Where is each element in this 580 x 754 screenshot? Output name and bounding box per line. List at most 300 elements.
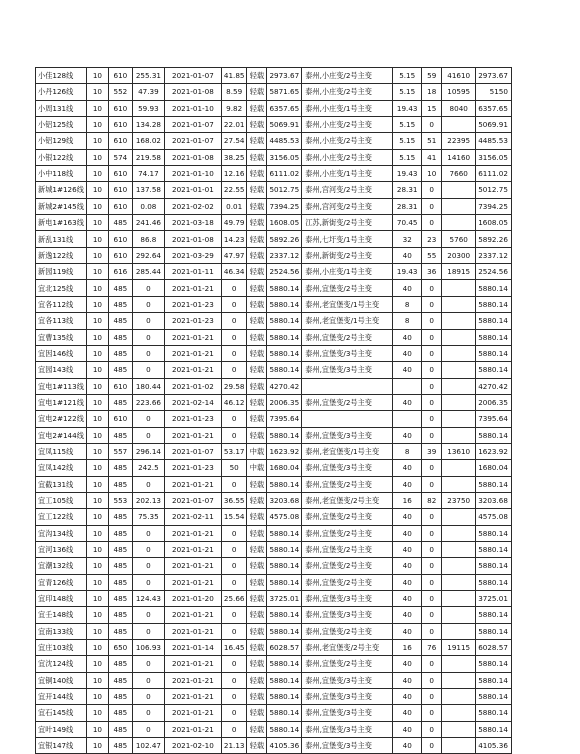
cell-available: 5880.14 (476, 362, 512, 378)
cell-transformer-load: 70.45 (393, 215, 422, 231)
cell-max-current: 0 (132, 607, 164, 623)
cell-load-status: 轻载 (247, 264, 267, 280)
cell-max-current: 0 (132, 313, 164, 329)
cell-load-rate: 0 (221, 525, 247, 541)
cell-load-rate: 0 (221, 558, 247, 574)
cell-load-status: 轻载 (247, 166, 267, 182)
cell-rated-current: 610 (108, 411, 132, 427)
cell-substation-transformer: 泰州,宜堡变/2号主变 (302, 656, 393, 672)
cell-max-current: 86.8 (132, 231, 164, 247)
cell-remaining-capacity: 5880.14 (267, 525, 302, 541)
table-row (36, 133, 512, 149)
cell-transformer-load: 19.43 (393, 264, 422, 280)
cell-rated-current: 574 (108, 149, 132, 165)
cell-substation-transformer: 泰州,老宜堡变/1号主变 (302, 443, 393, 459)
cell-max-current: 134.28 (132, 117, 164, 133)
cell-date: 2021-02-11 (164, 509, 221, 525)
cell-available: 5892.26 (476, 231, 512, 247)
cell-available: 6357.65 (476, 100, 512, 116)
cell-line-name: 宜各112线 (36, 296, 87, 312)
cell-count: 0 (422, 427, 442, 443)
cell-load-rate: 21.13 (221, 738, 247, 754)
cell-date: 2021-01-21 (164, 345, 221, 361)
cell-load-status: 轻载 (247, 280, 267, 296)
cell-voltage: 10 (86, 100, 108, 116)
cell-line-name: 宜因146线 (36, 345, 87, 361)
cell-capacity (442, 509, 476, 525)
cell-count: 23 (422, 231, 442, 247)
cell-capacity: 20300 (442, 247, 476, 263)
cell-rated-current: 610 (108, 68, 132, 84)
cell-line-name: 宜壬148线 (36, 607, 87, 623)
cell-load-rate: 14.23 (221, 231, 247, 247)
cell-capacity (442, 525, 476, 541)
cell-load-status: 轻载 (247, 427, 267, 443)
cell-voltage: 10 (86, 362, 108, 378)
cell-remaining-capacity: 3725.01 (267, 591, 302, 607)
cell-line-name: 新乱131线 (36, 231, 87, 247)
cell-line-name: 小银122线 (36, 149, 87, 165)
cell-line-name: 宜凤115线 (36, 443, 87, 459)
cell-load-status: 轻载 (247, 656, 267, 672)
cell-capacity (442, 689, 476, 705)
cell-remaining-capacity: 3156.05 (267, 149, 302, 165)
cell-transformer-load: 40 (393, 689, 422, 705)
cell-max-current: 255.31 (132, 68, 164, 84)
cell-line-name: 宜河136线 (36, 541, 87, 557)
cell-capacity (442, 362, 476, 378)
cell-count: 0 (422, 705, 442, 721)
cell-load-status: 轻载 (247, 509, 267, 525)
table-row (36, 509, 512, 525)
cell-date: 2021-01-21 (164, 476, 221, 492)
cell-voltage: 10 (86, 166, 108, 182)
cell-date: 2021-03-18 (164, 215, 221, 231)
cell-available: 5880.14 (476, 656, 512, 672)
cell-transformer-load: 16 (393, 492, 422, 508)
cell-capacity (442, 117, 476, 133)
table-row (36, 231, 512, 247)
cell-count: 59 (422, 68, 442, 84)
cell-available: 5880.14 (476, 558, 512, 574)
table-row (36, 182, 512, 198)
cell-capacity (442, 476, 476, 492)
cell-remaining-capacity: 5880.14 (267, 280, 302, 296)
table-row (36, 378, 512, 394)
cell-voltage: 10 (86, 84, 108, 100)
cell-load-status: 轻载 (247, 247, 267, 263)
cell-line-name: 小周131线 (36, 100, 87, 116)
cell-rated-current: 616 (108, 264, 132, 280)
cell-load-status: 轻载 (247, 591, 267, 607)
cell-date: 2021-02-02 (164, 198, 221, 214)
cell-max-current: 0 (132, 721, 164, 737)
cell-substation-transformer: 泰州,宜堡变/2号主变 (302, 574, 393, 590)
cell-available: 5880.14 (476, 427, 512, 443)
cell-rated-current: 485 (108, 427, 132, 443)
table-row (36, 68, 512, 84)
cell-count: 55 (422, 247, 442, 263)
cell-load-rate: 50 (221, 460, 247, 476)
cell-load-rate: 0 (221, 329, 247, 345)
cell-remaining-capacity: 5012.75 (267, 182, 302, 198)
cell-transformer-load (393, 411, 422, 427)
cell-capacity (442, 296, 476, 312)
cell-voltage: 10 (86, 443, 108, 459)
cell-substation-transformer: 泰州,宜堡变/2号主变 (302, 525, 393, 541)
cell-remaining-capacity: 2524.56 (267, 264, 302, 280)
cell-capacity (442, 623, 476, 639)
cell-capacity (442, 738, 476, 754)
cell-load-rate: 0 (221, 607, 247, 623)
cell-available: 5880.14 (476, 705, 512, 721)
cell-remaining-capacity: 5880.14 (267, 574, 302, 590)
cell-voltage: 10 (86, 541, 108, 557)
cell-load-status: 轻载 (247, 198, 267, 214)
cell-load-status: 轻载 (247, 100, 267, 116)
cell-date: 2021-01-02 (164, 378, 221, 394)
cell-date: 2021-01-21 (164, 362, 221, 378)
cell-line-name: 宜电2#144线 (36, 427, 87, 443)
cell-count: 0 (422, 117, 442, 133)
cell-count: 0 (422, 509, 442, 525)
cell-capacity: 13610 (442, 443, 476, 459)
cell-substation-transformer: 江苏,新街变/2号主变 (302, 215, 393, 231)
cell-capacity (442, 215, 476, 231)
cell-load-status: 轻载 (247, 640, 267, 656)
cell-date: 2021-01-21 (164, 672, 221, 688)
cell-load-rate: 22.55 (221, 182, 247, 198)
cell-load-rate: 0 (221, 411, 247, 427)
cell-capacity (442, 280, 476, 296)
cell-remaining-capacity: 5871.65 (267, 84, 302, 100)
cell-voltage: 10 (86, 558, 108, 574)
cell-capacity (442, 427, 476, 443)
cell-transformer-load: 19.43 (393, 166, 422, 182)
cell-substation-transformer: 泰州,小庄变/2号主变 (302, 149, 393, 165)
cell-count: 18 (422, 84, 442, 100)
cell-transformer-load: 8 (393, 296, 422, 312)
cell-voltage: 10 (86, 656, 108, 672)
cell-line-name: 宜潮132线 (36, 558, 87, 574)
table-row (36, 296, 512, 312)
cell-count: 0 (422, 574, 442, 590)
cell-load-rate: 22.01 (221, 117, 247, 133)
cell-capacity (442, 656, 476, 672)
cell-remaining-capacity: 5892.26 (267, 231, 302, 247)
table-row (36, 476, 512, 492)
table-row (36, 329, 512, 345)
cell-count: 0 (422, 362, 442, 378)
cell-date: 2021-01-07 (164, 68, 221, 84)
cell-count: 76 (422, 640, 442, 656)
cell-load-rate: 0 (221, 689, 247, 705)
cell-line-name: 小佳128线 (36, 68, 87, 84)
cell-remaining-capacity: 5880.14 (267, 558, 302, 574)
cell-max-current: 0 (132, 541, 164, 557)
cell-available: 4485.53 (476, 133, 512, 149)
cell-substation-transformer: 泰州,七圩变/1号主变 (302, 231, 393, 247)
cell-max-current: 168.02 (132, 133, 164, 149)
cell-voltage: 10 (86, 607, 108, 623)
cell-remaining-capacity: 5880.14 (267, 607, 302, 623)
cell-substation-transformer: 泰州,宜堡变/3号主变 (302, 607, 393, 623)
cell-voltage: 10 (86, 672, 108, 688)
cell-remaining-capacity: 6028.57 (267, 640, 302, 656)
cell-remaining-capacity: 5880.14 (267, 672, 302, 688)
cell-remaining-capacity: 4485.53 (267, 133, 302, 149)
cell-date: 2021-03-29 (164, 247, 221, 263)
cell-line-name: 宜截131线 (36, 476, 87, 492)
cell-transformer-load: 40 (393, 280, 422, 296)
cell-substation-transformer: 泰州,老宜堡变/1号主变 (302, 296, 393, 312)
cell-substation-transformer: 泰州,老宜堡变/1号主变 (302, 313, 393, 329)
cell-available: 4270.42 (476, 378, 512, 394)
cell-remaining-capacity: 5880.14 (267, 541, 302, 557)
table-row (36, 411, 512, 427)
cell-substation-transformer: 泰州,宜堡变/2号主变 (302, 509, 393, 525)
cell-count: 0 (422, 329, 442, 345)
cell-max-current: 223.66 (132, 394, 164, 410)
cell-load-status: 轻载 (247, 476, 267, 492)
cell-date: 2021-01-08 (164, 231, 221, 247)
cell-load-status: 轻载 (247, 492, 267, 508)
cell-date: 2021-01-21 (164, 574, 221, 590)
cell-rated-current: 485 (108, 705, 132, 721)
cell-transformer-load: 40 (393, 656, 422, 672)
cell-voltage: 10 (86, 68, 108, 84)
cell-capacity (442, 411, 476, 427)
cell-substation-transformer: 泰州,宜堡变/3号主变 (302, 705, 393, 721)
cell-capacity (442, 394, 476, 410)
cell-substation-transformer: 泰州,小庄变/2号主变 (302, 84, 393, 100)
cell-date: 2021-01-21 (164, 329, 221, 345)
cell-load-status: 轻载 (247, 231, 267, 247)
cell-load-status: 轻载 (247, 411, 267, 427)
cell-remaining-capacity: 5880.14 (267, 427, 302, 443)
table-row (36, 492, 512, 508)
cell-voltage: 10 (86, 117, 108, 133)
table-row (36, 198, 512, 214)
cell-load-status: 轻载 (247, 607, 267, 623)
cell-line-name: 宜庄103线 (36, 640, 87, 656)
cell-transformer-load: 40 (393, 460, 422, 476)
cell-rated-current: 610 (108, 133, 132, 149)
cell-load-rate: 0 (221, 476, 247, 492)
cell-load-rate: 16.45 (221, 640, 247, 656)
cell-remaining-capacity: 5880.14 (267, 345, 302, 361)
table-row (36, 443, 512, 459)
cell-capacity: 10595 (442, 84, 476, 100)
cell-capacity (442, 607, 476, 623)
table-row (36, 215, 512, 231)
cell-max-current: 124.43 (132, 591, 164, 607)
cell-transformer-load: 40 (393, 345, 422, 361)
cell-remaining-capacity: 5880.14 (267, 329, 302, 345)
cell-capacity (442, 541, 476, 557)
cell-rated-current: 485 (108, 607, 132, 623)
table-row (36, 689, 512, 705)
cell-rated-current: 485 (108, 509, 132, 525)
table-row (36, 84, 512, 100)
cell-available: 5880.14 (476, 574, 512, 590)
cell-date: 2021-01-21 (164, 558, 221, 574)
cell-date: 2021-01-21 (164, 721, 221, 737)
cell-substation-transformer: 泰州,宜堡变/3号主变 (302, 591, 393, 607)
cell-date: 2021-01-01 (164, 182, 221, 198)
cell-date: 2021-01-23 (164, 411, 221, 427)
cell-substation-transformer: 泰州,宜堡变/3号主变 (302, 672, 393, 688)
cell-date: 2021-01-10 (164, 100, 221, 116)
cell-transformer-load: 40 (393, 541, 422, 557)
cell-available: 5880.14 (476, 672, 512, 688)
cell-count: 0 (422, 198, 442, 214)
cell-count: 0 (422, 378, 442, 394)
cell-line-name: 宜北125线 (36, 280, 87, 296)
cell-transformer-load: 32 (393, 231, 422, 247)
cell-rated-current: 610 (108, 166, 132, 182)
cell-transformer-load: 40 (393, 574, 422, 590)
cell-max-current: 137.58 (132, 182, 164, 198)
cell-voltage: 10 (86, 476, 108, 492)
cell-available: 5880.14 (476, 296, 512, 312)
cell-voltage: 10 (86, 427, 108, 443)
cell-transformer-load: 28.31 (393, 182, 422, 198)
cell-date: 2021-01-21 (164, 623, 221, 639)
cell-load-status: 轻载 (247, 525, 267, 541)
cell-line-name: 宜电2#122线 (36, 411, 87, 427)
cell-line-name: 新逸122线 (36, 247, 87, 263)
cell-capacity: 23750 (442, 492, 476, 508)
cell-capacity: 19115 (442, 640, 476, 656)
cell-line-name: 宜印148线 (36, 591, 87, 607)
cell-voltage: 10 (86, 345, 108, 361)
cell-voltage: 10 (86, 721, 108, 737)
cell-rated-current: 557 (108, 443, 132, 459)
cell-voltage: 10 (86, 492, 108, 508)
cell-available: 3156.05 (476, 149, 512, 165)
cell-count: 39 (422, 443, 442, 459)
cell-voltage: 10 (86, 215, 108, 231)
table-row (36, 738, 512, 754)
cell-substation-transformer: 泰州,宜堡变/2号主变 (302, 394, 393, 410)
cell-date: 2021-01-08 (164, 84, 221, 100)
cell-line-name: 宜沈124线 (36, 656, 87, 672)
cell-capacity: 5760 (442, 231, 476, 247)
cell-date: 2021-01-07 (164, 117, 221, 133)
cell-transformer-load: 16 (393, 640, 422, 656)
cell-count: 0 (422, 541, 442, 557)
cell-available: 5880.14 (476, 541, 512, 557)
cell-voltage: 10 (86, 313, 108, 329)
cell-available: 6028.57 (476, 640, 512, 656)
table-row (36, 362, 512, 378)
cell-remaining-capacity: 1623.92 (267, 443, 302, 459)
cell-max-current: 242.5 (132, 460, 164, 476)
cell-load-rate: 0 (221, 296, 247, 312)
cell-capacity: 41610 (442, 68, 476, 84)
cell-substation-transformer: 泰州,小庄变/2号主变 (302, 68, 393, 84)
cell-rated-current: 485 (108, 215, 132, 231)
cell-line-name: 宜石145线 (36, 705, 87, 721)
cell-substation-transformer: 泰州,宜堡变/3号主变 (302, 721, 393, 737)
cell-line-name: 宜铜140线 (36, 672, 87, 688)
cell-load-status: 轻载 (247, 215, 267, 231)
cell-line-name: 宜电1#121线 (36, 394, 87, 410)
cell-transformer-load: 40 (393, 721, 422, 737)
table-row (36, 541, 512, 557)
cell-load-status: 中载 (247, 460, 267, 476)
cell-available: 1680.04 (476, 460, 512, 476)
cell-line-name: 宜开144线 (36, 689, 87, 705)
cell-count: 0 (422, 460, 442, 476)
cell-capacity (442, 574, 476, 590)
table-row (36, 427, 512, 443)
cell-load-rate: 29.58 (221, 378, 247, 394)
table-row (36, 247, 512, 263)
cell-voltage: 10 (86, 329, 108, 345)
cell-max-current: 47.39 (132, 84, 164, 100)
cell-remaining-capacity: 2006.35 (267, 394, 302, 410)
cell-voltage: 10 (86, 525, 108, 541)
cell-max-current: 0 (132, 329, 164, 345)
cell-capacity (442, 591, 476, 607)
cell-load-rate: 0 (221, 705, 247, 721)
cell-date: 2021-01-21 (164, 689, 221, 705)
cell-remaining-capacity: 5880.14 (267, 362, 302, 378)
cell-load-status: 轻载 (247, 738, 267, 754)
cell-voltage: 10 (86, 591, 108, 607)
cell-substation-transformer: 泰州,老宜堡变/2号主变 (302, 640, 393, 656)
cell-rated-current: 610 (108, 247, 132, 263)
cell-remaining-capacity: 4105.36 (267, 738, 302, 754)
cell-load-rate: 38.25 (221, 149, 247, 165)
cell-rated-current: 485 (108, 672, 132, 688)
cell-voltage: 10 (86, 689, 108, 705)
cell-available: 2006.35 (476, 394, 512, 410)
cell-remaining-capacity: 5880.14 (267, 296, 302, 312)
cell-count: 0 (422, 623, 442, 639)
cell-line-name: 宜工122线 (36, 509, 87, 525)
cell-remaining-capacity: 6357.65 (267, 100, 302, 116)
cell-substation-transformer: 泰州,小庄变/1号主变 (302, 166, 393, 182)
cell-max-current: 102.47 (132, 738, 164, 754)
cell-rated-current: 485 (108, 296, 132, 312)
cell-available: 5880.14 (476, 721, 512, 737)
cell-available: 5012.75 (476, 182, 512, 198)
cell-load-rate: 12.16 (221, 166, 247, 182)
cell-substation-transformer: 泰州,小庄变/2号主变 (302, 117, 393, 133)
cell-rated-current: 610 (108, 100, 132, 116)
cell-rated-current: 485 (108, 656, 132, 672)
cell-capacity: 7660 (442, 166, 476, 182)
cell-load-status: 轻载 (247, 84, 267, 100)
cell-remaining-capacity: 7395.64 (267, 411, 302, 427)
cell-remaining-capacity: 5880.14 (267, 705, 302, 721)
cell-available: 2337.12 (476, 247, 512, 263)
table-row (36, 394, 512, 410)
cell-transformer-load: 40 (393, 362, 422, 378)
cell-capacity: 14160 (442, 149, 476, 165)
cell-voltage: 10 (86, 640, 108, 656)
cell-substation-transformer: 泰州,宜堡变/2号主变 (302, 541, 393, 557)
cell-capacity: 22395 (442, 133, 476, 149)
cell-date: 2021-01-07 (164, 492, 221, 508)
cell-substation-transformer: 泰州,宜堡变/2号主变 (302, 476, 393, 492)
cell-load-status: 轻载 (247, 705, 267, 721)
cell-transformer-load: 40 (393, 591, 422, 607)
cell-line-name: 小中118线 (36, 166, 87, 182)
